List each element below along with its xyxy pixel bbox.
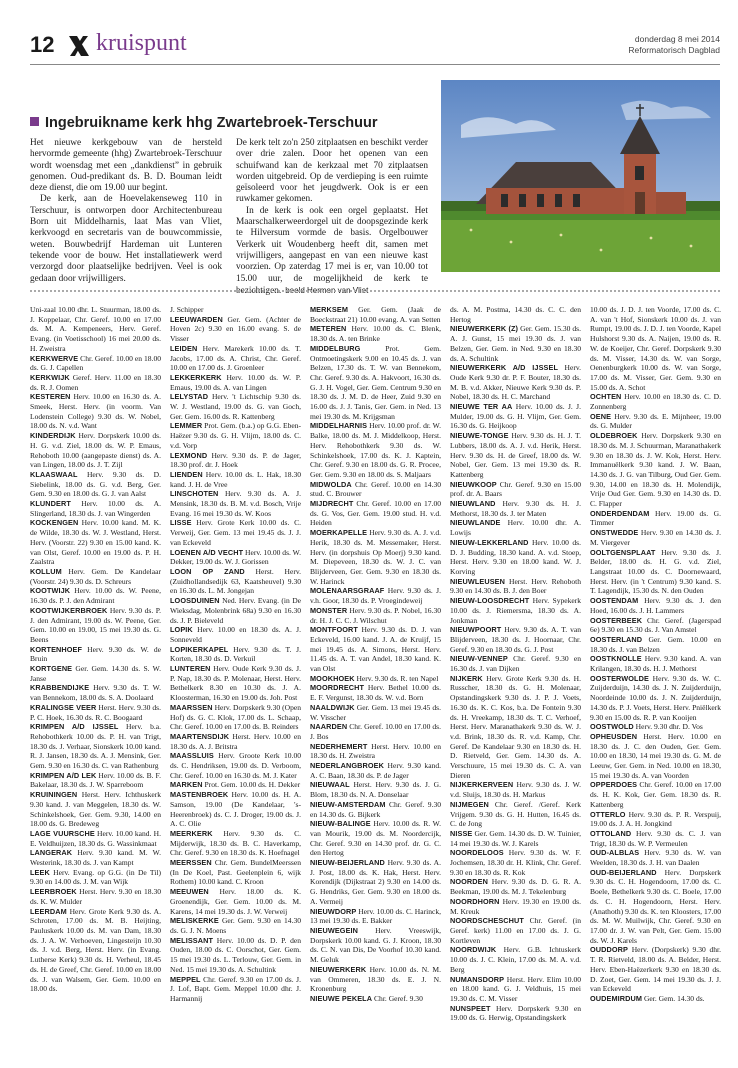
service-entry: ONSTWEDDE Herv. 9.30 en 14.30 ds. J. M. Viergever	[590, 528, 721, 547]
service-entry: KESTEREN Herv. 10.00 en 16.30 ds. A. Smeek, Herst. Herv. (in voorm. Van Lodenstein College) 9.30 ds. W. Nobel, 18.00 ds. N. v.d. Want	[30, 392, 161, 431]
place-name: NEDERHEMERT	[310, 741, 368, 751]
publication-name: Reformatorisch Dagblad	[628, 45, 720, 55]
service-entry: NUMANSDORP Herst. Herv. Elim 10.00 en 18.00 kand. G. J. Veldhuis, 15 mei 19.30 ds. C. M. Visser	[450, 974, 581, 1003]
service-entry: NIEUWE PEKELA Chr. Geref. 9.30	[310, 993, 423, 1003]
place-name: NIEUWDORP	[310, 906, 357, 916]
service-entry: KOLLUM Herv. Gem. De Kandelaar (Voorstr. 24) 9.30 ds. D. Schreurs	[30, 566, 161, 586]
place-name: KRIMPEN A/D IJSSEL	[30, 722, 119, 732]
service-entry: LELYSTAD Herv. 't Lichtschip 9.30 ds. W. J. Westland, 19.00 ds. G. van Goch, Ger. Gem. 16.00 ds. R. Kattenberg	[170, 392, 301, 421]
service-entry: Uni-zaal 10.00 dhr. L. Stuurman, 18.00 ds. J. Koppelaar, Chr. Geref. 10.00 en 17.00 ds. M. A. Kempeneers, Herv. Geref. Evang. (in Voetisschool) 16 mei 20.00 ds. H. Zweistra	[30, 305, 161, 353]
listings-column-1	[30, 305, 161, 1061]
service-entry: ONDERDENDAM Herv. 19.00 ds. G. Timmer	[590, 508, 721, 528]
service-entry: LEMMER Prot. Gem. (b.a.) op G.G. Eben-Haëzer 9.30 ds. G. H. Vlijm, 18.00 ds. C. v.d. Vorp	[170, 421, 301, 450]
listings-column-2	[170, 305, 301, 1061]
service-entry: KRIMPEN A/D LEK Herv. 10.00 ds. B. F. Bakelaar, 18.30 ds. J. W. Sparreboom	[30, 770, 161, 790]
place-name: NIEUW-BALINGE	[310, 819, 371, 829]
place-name: OUDEMIRDUM	[590, 993, 643, 1003]
page-header	[30, 30, 720, 62]
headline-square-icon	[30, 117, 39, 126]
service-entry: MARKEN Prot. Gem. 10.00 ds. H. Dekker	[170, 780, 301, 790]
place-name: MEERSSEN	[170, 858, 212, 868]
page-number: 12	[30, 32, 55, 57]
service-entry: KERKWERVE Chr. Geref. 10.00 en 18.00 ds. G. J. Capellen	[30, 353, 161, 373]
service-entry: LOPIKERKAPEL Herv. 9.30 ds. T. J. Korten, 18.30 ds. D. Verkuil	[170, 644, 301, 664]
service-entry: NOORDSCHESCHUT Chr. Geref. (in Geref. kerk) 11.00 en 17.00 ds. J. G. Kortleven	[450, 916, 581, 945]
place-name: NIEUWLEUSEN	[450, 576, 506, 586]
church-photo	[441, 80, 720, 272]
place-name: OOSTKNOLLE	[590, 654, 642, 664]
service-entry: KOOTWIJKERBROEK Herv. 9.30 ds. P. J. den Admirant, 19.00 ds. W. Peene, Ger. Gem. 10.00 en 19.00, 15 mei 19.30 ds. G. Beens	[30, 605, 161, 644]
listings-column-3	[310, 305, 441, 1061]
article-paragraph: De kerk telt zo'n 250 zitplaatsen en beschikt verder over drie zalen. Door het openen van een schuifwand kan de kerkzaal met 70 zitplaatsen worden uitgebreid. Op de verdieping is een ruimte geïsoleerd voor het jeugdwerk. Ook is er een ruwkamer gekomen.	[236, 138, 428, 205]
place-name: MAARTENSDIJK	[170, 731, 230, 741]
place-name: NIEUWERKERK	[310, 964, 367, 974]
place-name: OLDEBROEK	[590, 431, 638, 441]
place-name: MAARSSEN	[170, 702, 213, 712]
service-entry: NIEUW-LOOSDRECHT Herv. Sypekerk 10.00 ds. J. Riemersma, 18.30 ds. A. Jonkman	[450, 596, 581, 625]
issue-date: donderdag 8 mei 2014	[634, 34, 720, 44]
service-entry: NOORDHORN Herv. 19.30 en 19.00 ds. M. Kreuk	[450, 896, 581, 916]
service-entry: LOENEN A/D VECHT Herv. 10.00 ds. W. Dekker, 19.00 ds. W. J. Gorissen	[170, 547, 301, 567]
place-name: MERKSEM	[310, 305, 348, 314]
service-entry: MIJDRECHT Chr. Geref. 10.00 en 17.00 ds. G. Vos, Ger. Gem. 19.00 stud. H. v.d. Heiden	[310, 499, 441, 528]
service-entry: NIJMEGEN Chr. Geref. /Geref. Kerk Vrijgem. 9.30 ds. G. H. Hutten, 16.45 ds. C. de Jong	[450, 799, 581, 829]
place-name: NIJMEGEN	[450, 799, 489, 809]
header-rule	[30, 64, 720, 65]
service-entry: OTTOLAND Herv. 9.30 ds. C. J. van Trigt, 18.30 ds. W. P. Vermeulen	[590, 828, 721, 848]
service-entry: OUD-BEIJERLAND Herv. Dorpskerk 9.30 ds. C. H. Hogendoorn, 17.00 ds. C. Boele, Bethelkerk 9.30 ds. C. Boele, 17.00 ds. C. H. Hogendoorn, Herst. Herv. (Anathoth) 9.30 ds. K. ten Kloosters, 17.00 ds. M. W. Muilwijk, Chr. Geref. 9.30 en 17.00 dr. J. W. van Pelt, Ger. Gem. 15.00 ds. W. J. Karels	[590, 867, 721, 945]
service-entry: MEPPEL Chr. Geref. 9.30 en 17.00 ds. J. J. Lof, Bapt. Gem. Meppel 10.00 dhr. J. Harmannij	[170, 974, 301, 1003]
place-name: MONSTER	[310, 605, 348, 615]
service-entry: KORTGENE Ger. Gem. 14.30 ds. S. W. Janse	[30, 664, 161, 683]
place-name: NOORDWIJK	[450, 945, 497, 955]
place-name: OCHTEN	[590, 392, 622, 402]
place-name: NIEUWEGEIN	[310, 926, 359, 935]
service-entry: MEERSSEN Chr. Gem. BundelMeerssen (In De Koel, Past. Geelenplein 6, wijk Rothem) 10.00 kand. C. Kroon	[170, 858, 301, 887]
place-name: NIEUW-LOOSDRECHT	[450, 596, 530, 606]
service-entry: NAALDWIJK Ger. Gem. 13 mei 19.45 ds. W. Visscher	[310, 702, 441, 722]
service-entry: MEEUWEN Herv. 18.00 ds. K. Groenendijk, Ger. Gem. 10.00 ds. M. Karens, 14 mei 19.30 ds. J. W. Verweij	[170, 887, 301, 916]
place-name: MELISKERKE	[170, 916, 219, 926]
service-entry: LOOSDUINEN Ned. Herv. Evang. (in De Wieksdag, Molenbrink 68a) 9.30 en 16.30 ds. J. P. Bieleveld	[170, 596, 301, 625]
place-name: NIEUWE TER AA	[450, 402, 513, 412]
place-name: NIEUW-AMSTERDAM	[310, 799, 386, 809]
service-entry: NISSE Ger. Gem. 14.30 ds. D. W. Tuinier, 14 mei 19.30 ds. W. J. Karels	[450, 828, 581, 848]
place-name: LUNTEREN	[170, 664, 211, 674]
place-name: NIEUWE-TONGE	[450, 431, 509, 441]
place-name: OUD-BEIJERLAND	[590, 867, 657, 877]
place-name: NIEUWE PEKELA	[310, 993, 373, 1003]
place-name: KLAASWAAL	[30, 469, 78, 479]
service-entry: NIEUW-VENNEP Chr. Geref. 9.30 en 16.30 ds. J. van Dijken	[450, 654, 581, 674]
place-name: NUNSPEET	[450, 1003, 491, 1013]
article-paragraph: In de kerk is ook een orgel geplaatst. Het Maarschalkerweerdorgel uit de doopsgezinde kerk te Hilversum vormde de basis. Orgelbouwer Verkerk uit Woudenberg heeft dit, samen met vrijwilligers, aangepast en van een nieuwe kast voorzien. Op zaterdag 17 mei is er, van 10.00 tot 15.00 uur, de mogelijkheid de kerk te bezichtigen. beeld Hermen van Vliet	[236, 205, 428, 296]
place-name: MOOKHOEK	[310, 673, 355, 683]
place-name: OUDDORP	[590, 945, 628, 955]
place-name: NEDERLANGBROEK	[310, 761, 384, 771]
place-name: MONTFOORT	[310, 625, 358, 635]
place-name: OTTOLAND	[590, 828, 632, 838]
place-name: ONDERDENDAM	[590, 508, 650, 518]
service-entry: NIEUW-BEIJERLAND Herv. 9.30 ds. A. J. Post, 18.00 ds. K. Hak, Herst. Herv. Korendijk (Dijkstraat 2) 9.30 en 14.00 ds. G. Hendriks, Ger. Gem. 9.30 en 18.00 ds. A. Vermeij	[310, 858, 441, 906]
place-name: MELISSANT	[170, 935, 214, 945]
place-name: OPPERDOES	[590, 780, 638, 790]
place-name: OENE	[590, 411, 612, 421]
service-entry: MAARSSEN Herv. Dorpskerk 9.30 (Open Hof) ds. G. C. Klok, 17.00 ds. L. Schaap, Chr. Geref. 10.00 en 17.00 ds. B. Reinders	[170, 702, 301, 732]
place-name: NIEUW-BEIJERLAND	[310, 858, 385, 868]
service-entry: OLDEBROEK Herv. Dorpskerk 9.30 en 18.30 ds. M. J. Schuurman, Maranathakerk 9.30 en 18.30 ds. J. W. Kok, Herst. Herv. Immanuëlkerk 9.30 kand. J. W. Baan, 14.30 ds. J. G. van Tilburg, Oud Ger. Gem. 9.30, 14.00 en 18.30 ds. H. Molendijk, Vrije Oud Ger. Gem. 9.30 en 14.30 ds. D. C. Flapper	[590, 431, 721, 509]
kruispunt-logo-icon	[66, 34, 92, 58]
place-name: NIEUWLAND	[450, 499, 496, 509]
place-name: LISSE	[170, 518, 192, 528]
place-name: OOSTERWOLDE	[590, 673, 649, 683]
place-name: OOSTERBEEK	[590, 615, 643, 625]
place-name: MOORDRECHT	[310, 683, 365, 693]
place-name: MIDWOLDA	[310, 479, 352, 489]
place-name: KINDERDIJK	[30, 431, 76, 441]
article-paragraph: Het nieuwe kerkgebouw van de hersteld hervormde gemeente (hhg) Zwartebroek-Terschuur wordt woensdag met een „dankdienst” in gebruik genomen. Oud-predikant ds. B. D. Bouman leidt deze dienst, die om 19.00 uur begint.	[30, 138, 222, 194]
service-entry: MONSTER Herv. 9.30 ds. P. Nobel, 16.30 dr. H. J. C. C. J. Wilschut	[310, 605, 441, 625]
place-name: LEXMOND	[170, 450, 208, 460]
place-name: KORTGENE	[30, 664, 73, 674]
service-entry: KOCKENGEN Herv. 10.00 kand. M. K. de Wilde, 18.30 ds. W. J. Westland, Herst. Herv. (Voorstr. 22) 9.30 en 15.00 kand. K. van Olst, Geref. 10.00 en 19.00 ds. P. H. Zaalstra	[30, 518, 161, 567]
service-entry: OCHTEN Herv. 10.00 en 18.30 ds. C. D. Zonnenberg	[590, 392, 721, 412]
listings-column-4	[450, 305, 581, 1061]
service-entry: MIDWOLDA Chr. Geref. 10.00 en 14.30 stud. C. Brouwer	[310, 479, 441, 499]
place-name: NOORDEN	[450, 877, 488, 887]
place-name: OOSTWOLD	[590, 722, 634, 732]
place-name: KESTEREN	[30, 392, 71, 402]
service-entry: LEXMOND Herv. 9.30 ds. P. de Jager, 18.30 prof. dr. J. Hoek	[170, 450, 301, 470]
service-entry: KRALINGSE VEER Herst. Herv. 9.30 ds. P. C. Hoek, 16.30 ds. R. C. Boogaard	[30, 702, 161, 722]
place-name: NIEUWPOORT	[450, 625, 502, 635]
service-entry: LEERBROEK Herst. Herv. 9.30 en 18.30 ds. K. W. Mulder	[30, 887, 161, 906]
service-entry: MIDDELHARNIS Herv. 10.00 prof. dr. W. Balke, 18.00 ds. M. J. Middelkoop, Herst. Herv. Rehobothkerk 9.30 ds. W. Schinkelshoek, 17.00 ds. K. J. Kaptein, Chr. Geref. 9.30 en 18.00 ds. G. R. Procee, Ger. Gem. 9.30 en 18.00 ds. S. Maljaars	[310, 421, 441, 479]
place-name: LOOSDUINEN	[170, 596, 220, 606]
service-entry: NIEUW-BALINGE Herv. 10.00 ds. R. W. van Mourik, 19.00 ds. M. Noordercijk, Chr. Geref. 9.30 en 14.30 prof. dr. G. C. den Hertog	[310, 819, 441, 858]
place-name: METEREN	[310, 324, 347, 334]
service-entry: NOORDELOOS Herv. 9.30 ds. W. F. Jochemsen, 18.30 dr. H. Klink, Chr. Geref. 9.30 en 18.30 ds. R. Kok	[450, 848, 581, 877]
service-entry: MAASSLUIS Herv. Groote Kerk 10.00 ds. C. Hendriksen, 19.00 ds. D. Verboom, Chr. Geref. 10.00 en 16.30 ds. M. J. Kater	[170, 751, 301, 780]
place-name: MOLENAARSGRAAF	[310, 586, 385, 596]
service-entry: 10.00 ds. J. D. J. ten Voorde, 17.00 ds. C. A. van 't Hof, Sionskerk 10.00 ds. J. van Rumpt, 19.00 ds. J. D. J. ten Voorde, Kapel Hulshorst 9.30 ds. A. Naijen, 19.00 ds. R. W. de Koeijer, Chr. Geref. Dorpskerk 9.30 ds. M. Visser, 14.30 ds. W. van Sorge, Oenenburgkerk 10.00 ds. W. van Sorge, 17.00 ds. M. Visser, Ger. Gem. 9.30 en 15.00 ds. A. Schot	[590, 305, 721, 392]
service-entry: NIEUWE TER AA Herv. 10.00 ds. J. J. Mulder, 19.00 ds. G. H. Vlijm, Ger. Gem. 16.30 ds. G. Heijkoop	[450, 402, 581, 431]
service-entry: MEERKERK Herv. 9.30 ds. C. Mijderwijk, 18.30 ds. B. C. Haverkamp, Chr. Geref. 9.30 en 18.30 ds. K. Hoefnagel	[170, 828, 301, 858]
section-title: kruispunt	[96, 30, 187, 56]
place-name: KORTENHOEF	[30, 644, 83, 654]
section-divider	[30, 290, 720, 292]
place-name: OPHEUSDEN	[590, 731, 638, 741]
place-name: OUD-ALBLAS	[590, 848, 640, 858]
place-name: NOORDSCHESCHUT	[450, 916, 524, 926]
place-name: KRABBENDIJKE	[30, 683, 90, 693]
service-entry: NIEUW-AMSTERDAM Chr. Geref. 9.30 en 14.30 ds. G. Bijkerk	[310, 799, 441, 819]
place-name: NAALDWIJK	[310, 702, 355, 712]
service-entry: OTTERLO Herv. 9.30 ds. P. R. Verspuij, 19.00 ds. J. A. H. Jongkind	[590, 809, 721, 829]
place-name: KRALINGSE VEER	[30, 702, 97, 712]
service-entry: MERKSEM Ger. Gem. (Jaak de Boeckstraat 21) 10.00 evang. A. van Setten	[310, 305, 441, 324]
listings-column-5	[590, 305, 721, 1061]
place-name: OOSTENDAM	[590, 596, 639, 606]
service-entry: NEDERHEMERT Herst. Herv. 10.00 en 18.30 ds. H. Zweistra	[310, 741, 441, 761]
service-entry: LUNTEREN Herv. Oude Kerk 9.30 ds. J. P. Nap, 18.30 ds. P. Molenaar, Herst. Herv. Bethelkerk 8.30 en 10.30 ds. J. A. Kloosterman, 16.30 en 19.00 ds. Joh. Post	[170, 664, 301, 703]
place-name: LEKKERKERK	[170, 372, 222, 382]
service-entry: NIEUWERKERK (Z) Ger. Gem. 15.30 ds. A. J. Gunst, 15 mei 19.30 ds. J. van Belzen, Ger. Gem. in Ned. 9.30 en 18.30 ds. A. Schultink	[450, 324, 581, 363]
service-entry: LISSE Herv. Grote Kerk 10.00 ds. C. Verweij, Ger. Gem. 13 mei 19.45 ds. J. J. van Eckeveld	[170, 518, 301, 547]
service-entry: OPHEUSDEN Herst. Herv. 10.00 en 18.30 ds. J. C. den Ouden, Ger. Gem. 10.00 en 18.30, 14 mei 19.30 ds. G. M. de Leeuw, Ger. Gem. in Ned. 10.00 en 18.30, 15 mei 19.30 ds. A. van Voorden	[590, 731, 721, 780]
place-name: ONSTWEDDE	[590, 528, 639, 538]
service-entry: NIEUW-LEKKERLAND Herv. 10.00 ds. D. J. Budding, 18.30 kand. A. v.d. Stoep, Herst. Herv. 9.30 en 18.00 kand. W. J. Korving	[450, 537, 581, 576]
place-name: KERKWERVE	[30, 353, 79, 363]
place-name: KRIMPEN A/D LEK	[30, 770, 97, 780]
service-entry: ds. A. M. Postma, 14.30 ds. C. C. den Hertog	[450, 305, 581, 324]
service-entry: NOORDEN Herv. 9.30 ds. D. G. R. A. Beekman, 19.00 ds. M. J. Tekelenburg	[450, 877, 581, 897]
service-entry: KERKWIJK Geref. Herv. 11.00 en 18.30 ds. R. J. Oomen	[30, 372, 161, 392]
place-name: NIEUWKOOP	[450, 479, 497, 489]
service-entry: OOSTERBEEK Chr. Geref. (Jagerspad 6e) 9.30 en 15.30 ds. J. Van Amstel	[590, 615, 721, 635]
place-name: MEERKERK	[170, 828, 213, 838]
service-entry: MOOKHOEK Herv. 9.30 ds. R. ten Napel	[310, 673, 439, 683]
service-entry: NIEUWKOOP Chr. Geref. 9.30 en 15.00 prof. dr. A. Baars	[450, 479, 581, 499]
service-entry: LAGE VUURSCHE Herv. 10.00 kand. H. E. Veldhuijzen, 18.30 ds. G. Wassinkmaat	[30, 828, 161, 848]
service-entry: NOORDWIJK Herv. G.B. Ichtuskerk 10.00 ds. J. C. Klein, 17.00 ds. M. A. v.d. Berg	[450, 945, 581, 974]
place-name: NOORDHORN	[450, 896, 500, 906]
service-entry: NIEUWAAL Herst. Herv. 9.30 ds. J. G. Blom, 18.30 ds. N. A. Donselaar	[310, 780, 441, 800]
service-entry: LOPIK Herv. 10.00 en 18.30 ds. A. J. Sonneveld	[170, 625, 301, 644]
place-name: OTTERLO	[590, 809, 626, 819]
service-entry: LINSCHOTEN Herv. 9.30 ds. A. J. Mensink, 18.30 ds. B. M. v.d. Bosch, Vrije Evang. 16 mei 19.30 ds. W. Koos	[170, 489, 301, 518]
service-entry: LEEK Herv. Evang. op G.G. (in De Til) 9.30 en 14.00 ds. J. M. van Wijk	[30, 867, 161, 887]
place-name: NIEUWLANDE	[450, 518, 501, 528]
service-entry: MASTENBROEK Herv. 10.00 ds. H. A. Samson, 19.00 (De Kandelaar, 's-Heerenbroek) ds. C. J. Droger, 19.00 ds. J. A. C. Olie	[170, 790, 301, 829]
place-name: MAASSLUIS	[170, 751, 214, 761]
service-entry: KINDERDIJK Herv. Dorpskerk 10.00 ds. H. G. v.d. Ziel, 18.00 ds. W. P. Emaus, Rehoboth 10.00 (aangepaste dienst) ds. A. van Lingen, 18.00 ds. J. T. Zijl	[30, 431, 161, 470]
place-name: MIJDRECHT	[310, 499, 354, 509]
service-entry: NAARDEN Chr. Geref. 10.00 en 17.00 ds. J. Bos	[310, 722, 441, 741]
service-entry: KORTENHOEF Herv. 9.30 ds. W. de Bruin	[30, 644, 161, 664]
place-name: KOLLUM	[30, 566, 62, 576]
photo-credit: beeld Hermen van Vliet	[285, 285, 369, 295]
service-entry: OOSTWOLD Herv. 9.30 dhr. D. Vos	[590, 722, 703, 732]
place-name: MASTENBROEK	[170, 790, 229, 800]
service-entry: LOON OP ZAND Herst. Herv. (Zuidhollandsedijk 63, Kaatsheuvel) 9.30 en 16.30 ds. L. M. Jongejan	[170, 566, 301, 596]
service-entry: MOLENAARSGRAAF Herv. 9.30 ds. J. v.h. Goor, 18.30 ds. P. Vroegindeweij	[310, 586, 441, 606]
headline-text: Ingebruikname kerk hhg Zwartebroek-Terschuur	[45, 115, 378, 131]
service-entry: MELISSANT Herv. 10.00 ds. D. P. den Ouden, 18.00 ds. C. Oorschot, Ger. Gem. 15 mei 19.30 ds. L. Terlouw, Ger. Gem. in Ned. 15 mei 19.30 ds. A. Schultink	[170, 935, 301, 974]
place-name: LOON OP ZAND	[170, 566, 245, 576]
service-entry: NIEUWLAND Herv. 9.30 ds. H. J. Methorst, 18.30 ds. J. ter Maten	[450, 499, 581, 518]
place-name: MEPPEL	[170, 974, 201, 984]
service-entry: MELISKERKE Ger. Gem. 9.30 en 14.30 ds. G. J. N. Moens	[170, 916, 301, 935]
service-entry: NIEUWDORP Herv. 10.00 ds. C. Harinck, 13 mei 19.30 ds. E. Bakker	[310, 906, 441, 926]
place-name: MIDDELHARNIS	[310, 421, 368, 431]
place-name: NIEUWAAL	[310, 780, 350, 790]
place-name: NIEUW-VENNEP	[450, 654, 508, 664]
place-name: LEEK	[30, 867, 50, 877]
service-entry: NEDERLANGBROEK Herv. 9.30 kand. A. C. Baan, 18.30 ds. P. de Jager	[310, 761, 441, 780]
service-entry: KRIMPEN A/D IJSSEL Herv. b.a. Rehobothkerk 10.00 ds. P. H. van Trigt, 18.30 ds. J. Verhaar, Sionskerk 10.00 kand. R. J. Jansen, 18.30 ds. A. J. Mensink, Ger. Gem. 9.30 en 16.30 ds. C. van Rathenburg	[30, 722, 161, 771]
place-name: NIEUW-LEKKERLAND	[450, 537, 529, 547]
place-name: LEMMER	[170, 421, 203, 431]
place-name: LELYSTAD	[170, 392, 209, 402]
service-entry: OOSTENDAM Herv. 9.30 ds. J. den Hoed, 16.00 ds. J. H. Lammers	[590, 596, 721, 615]
place-name: LANGERAK	[30, 848, 73, 858]
place-name: KERKWIJK	[30, 372, 70, 382]
place-name: NIJKERK	[450, 673, 483, 683]
service-entry: OOLTGENSPLAAT Herv. 9.30 ds. J. Belder, 18.00 ds. H. G. v.d. Ziel, Langstraat 10.00 ds. C. Doornewaard, Herst. Herv. (in 't Centrum) 9.30 kand. S. T. Lagendijk, 15.30 ds. N. den Ouden	[590, 547, 721, 596]
place-name: NIEUWERKERK (Z)	[450, 324, 519, 334]
service-entry: OOSTKNOLLE Herv. 9.30 kand. A. van Krilangen, 18.30 ds. H. J. Methorst	[590, 654, 721, 674]
place-name: LEIDEN	[170, 343, 198, 353]
service-entry: LEEUWARDEN Ger. Gem. (Achter de Hoven 2c) 9.30 en 16.00 evang. S. de Visser	[170, 314, 301, 344]
service-entry: NIEUWERKERK Herv. 10.00 ds. N. M. van Ommeren, 18.30 ds. E. J. N. Kronenburg	[310, 964, 441, 994]
article-column-1	[30, 138, 222, 285]
place-name: KOCKENGEN	[30, 518, 79, 528]
service-entry: NIJKERK Herv. Grote Kerk 9.30 ds. H. Russcher, 18.30 ds. G. H. Molenaar, Opstandingskerk 9.30 ds. J. P. J. Voets, 16.30 ds. K. C. Kos, b.a. De Fontein 9.30 ds. H. Vreekamp, 18.30 ds. T. C. Verhoef, Herst. Herv. Maranathakerk 9.30 ds. W. J. v.d. Brink, 18.30 ds. R. v.d. Kamp, Chr. Geref. De Kandelaar 9.30 en 18.30 ds. H. D. Rietveld, Ger. Gem. 14.30 ds. A. Verschuure, 15 mei 19.30 ds. C. A. van Dieren	[450, 673, 581, 780]
article-column-2	[236, 138, 428, 297]
place-name: NIJKERKERVEEN	[450, 780, 514, 790]
place-name: MEEUWEN	[170, 887, 209, 897]
place-name: LEEUWARDEN	[170, 314, 223, 324]
place-name: LINSCHOTEN	[170, 489, 219, 499]
place-name: KOOTWIJKERBROEK	[30, 605, 108, 615]
service-entry: MOORDRECHT Herv. Bethel 10.00 ds. E. F. Vergunst, 18.30 ds. W. v.d. Born	[310, 683, 441, 703]
service-entry: MOERKAPELLE Herv. 9.30 ds. A. J. v.d. Herik, 18.30 ds. M. Messemaker, Herst. Herv. (in dorpshuis Op Moerj) 9.30 kand. M. Diepeveen, 18.30 ds. W. J. C. van Blijderveen, Ger. Gem. 9.30 en 18.30 ds. W. Harinck	[310, 528, 441, 586]
place-name: OOSTERLAND	[590, 634, 643, 644]
place-name: NIEUWERKERK A/D IJSSEL	[450, 363, 559, 373]
service-entry: NIEUWLEUSEN Herst. Herv. Rehoboth 9.30 en 14.30 ds. B. J. den Boer	[450, 576, 581, 596]
place-name: KRUININGEN	[30, 790, 78, 800]
place-name: LAGE VUURSCHE	[30, 828, 95, 838]
service-entry: KOOTWIJK Herv. 10.00 ds. W. Peene, 16.30 ds. P. J. den Admirant	[30, 586, 161, 606]
place-name: NOORDELOOS	[450, 848, 504, 858]
article-paragraph: De kerk, aan de Hoevelakenseweg 110 in Terschuur, is ontworpen door Architectenbureau Born uit Middelharnis, laat Mas van Vliet, kerkvoogd en secretaris van de bouwcommissie, weten. Bouwbedrijf Hardeman uit Lunteren tekende voor de bouw. Het installatiewerk werd verzorgd door plaatselijke bedrijven. Veel is ook gedaan door vrijwilligers.	[30, 194, 222, 284]
service-entry: MAARTENSDIJK Herst. Herv. 10.00 en 18.30 ds. A. J. Britstra	[170, 731, 301, 751]
service-entry: OOSTERLAND Ger. Gem. 10.00 en 18.30 ds. J. van Belzen	[590, 634, 721, 654]
place-name: OOLTGENSPLAAT	[590, 547, 656, 557]
service-entry: OPPERDOES Chr. Geref. 10.00 en 17.00 ds. H. K. Kok, Ger. Gem. 18.30 ds. R. Kattenberg	[590, 780, 721, 809]
service-entry: KLAASWAAL Herv. 9.30 ds. D. Siebelink, 18.00 ds. G. v.d. Berg, Ger. Gem. 9.30 en 18.00 ds. G. J. van Aalst	[30, 469, 161, 499]
service-entry: NIEUWERKERK A/D IJSSEL Herv. Oude Kerk 9.30 dr. P. F. Bouter, 18.30 ds. M. B. v.d. Akker, Nieuwe Kerk 9.30 ds. P. Nobel, 18.30 ds. H. C. Marchand	[450, 363, 581, 402]
header-date-block	[628, 34, 720, 56]
service-entry: KRUININGEN Herst. Herv. Ichthuskerk 9.30 kand. J. van Meggelen, 18.30 ds. W. Schinkelshoek, Ger. Gem. 9.30, 14.00 en 18.00 ds. G. Bredeweg	[30, 790, 161, 829]
service-entry: NIJKERKERVEEN Herv. 9.30 ds. J. W. v.d. Sluijs, 18.30 ds. H. Markus	[450, 780, 581, 800]
service-entry: NIEUWLANDE Herv. 10.00 dhr. A. Lowijs	[450, 518, 581, 538]
place-name: NISSE	[450, 828, 473, 838]
service-entry: LEIDEN Herv. Marekerk 10.00 ds. T. Jacobs, 17.00 ds. A. Christ, Chr. Geref. 10.00 en 17.00 ds. J. Groenleer	[170, 343, 301, 373]
service-entry: MIDDELBURG Prot. Gem. Ontmoetingskerk 9.00 en 10.45 ds. J. van Belzen, 17.30 ds. T. W. van Bennekom, Chr. Geref. 9.30 ds. A. Hakvoort, 16.30 ds. G. J. H. Vogel, Ger. Gem. Centrum 9.30 en 18.30 ds. J. M. D. de Heer, Zuid 9.30 en 16.00 ds. J. J. Tanis, Ger. Gem. in Ned. 13 mei 19.30 ds. M. Krijgsman	[310, 343, 441, 421]
service-entry: OUDDORP Herv. (Dorpskerk) 9.30 dhr. T. R. Rietveld, 18.00 ds. A. Belder, Herst. Herv. Eben-Haëzerkerk 9.30 en 18.30 ds. D. Zoet, Ger. Gem. 14 mei 19.30 ds. J. J. van Eckeveld	[590, 945, 721, 994]
place-name: LOPIKERKAPEL	[170, 644, 229, 654]
article-headline	[30, 115, 430, 131]
service-entry: OUDEMIRDUM Ger. Gem. 14.30 ds.	[590, 993, 705, 1003]
service-entry: LEKKERKERK Herv. 10.00 ds. W. P. Emaus, 19.00 ds. A. van Lingen	[170, 372, 301, 392]
service-entry: OUD-ALBLAS Herv. 9.30 ds. W. van Weelden, 18.30 ds. J. H. van Daalen	[590, 848, 721, 868]
service-entry: OOSTERWOLDE Herv. 9.30 ds. W. C. Zuijderduijn, 14.30 ds. J. N. Zuijderduijn, Noordeinde 10.00 ds. J. N. Zuijderduijn, 14.30 ds. P. J. Voets, Herst. Herv. Pniëlkerk 9.30 en 15.00 ds. R. P. van Kooijen	[590, 673, 721, 722]
service-entry: J. Schipper	[170, 305, 204, 314]
service-entry: OENE Herv. 9.30 ds. E. Mijnheer, 19.00 ds. G. Mulder	[590, 411, 721, 431]
place-name: MIDDELBURG	[310, 343, 361, 353]
place-name: KLUNDERT	[30, 499, 71, 509]
place-name: LEERBROEK	[30, 887, 77, 897]
service-entry: NIEUWEGEIN Herv. Vreeswijk, Dorpskerk 10.00 kand. G. J. Kroon, 18.30 ds. C. N. van Dis, De Voorhof 10.30 kand. M. Geluk	[310, 926, 441, 965]
service-entry: LANGERAK Herv. 9.30 kand. M. W. Westerink, 18.30 ds. J. van Kampt	[30, 848, 161, 868]
place-name: NUMANSDORP	[450, 974, 505, 984]
place-name: KOOTWIJK	[30, 586, 71, 596]
place-name: MOERKAPELLE	[310, 528, 368, 538]
service-entry: LEERDAM Herv. Grote Kerk 9.30 ds. A. Schroten, 17.00 ds. M. B. Heijting, Pauluskerk 10.00 ds. M. van Dam, 18.30 ds. J. A. W. Verhoeven, Lingesteijn 10.30 ds. J. v.d. Berg, Herst. Herv. (in Evang. Lutherse Kerk) 9.30 ds. H. Verheul, 18.45 ds. H. de Greef, Chr. Geref. 10.00 en 18.00 ds. J. van Walsem, Ger. Gem. 10.00 en 18.00 ds.	[30, 906, 161, 994]
service-entry: NIEUWPOORT Herv. 9.30 ds. A. T. van Blijderveen, 18.30 ds. J. Hoornaar, Chr. Geref. 9.30 en 18.30 ds. G. J. Post	[450, 625, 581, 654]
service-entry: METEREN Herv. 10.00 ds. C. Blenk, 18.30 ds. A. ten Brinke	[310, 324, 441, 344]
place-name: LOPIK	[170, 625, 193, 635]
service-entry: KLUNDERT Herv. 10.00 ds. A. Slingerland, 18.30 ds. J. van Wingerden	[30, 499, 161, 518]
service-entry: NUNSPEET Herv. Dorpskerk 9.30 en 19.00 ds. G. Herwig, Opstandingskerk	[450, 1003, 581, 1023]
service-entry: NIEUWE-TONGE Herv. 9.30 ds. H. J. T. Lubbers, 18.00 ds. A. J. v.d. Herik, Herst. Herv. 9.30 ds. H. de Greef, 18.00 ds. W. Nobel, Ger. Gem. 13 mei 19.30 ds. R. Kattenberg	[450, 431, 581, 479]
place-name: MARKEN	[170, 780, 203, 790]
service-entry: KRABBENDIJKE Herv. 9.30 ds. T. W. van Bennekom, 18.00 ds. S. A. Doolaard	[30, 683, 161, 703]
service-entry: MONTFOORT Herv. 9.30 ds. D. J. van Eckeveld, 16.00 kand. J. A. de Kruijf, 15 mei 19.45 ds. A. Simons, Herst. Herv. 11.45 ds. A. T. van Andel, 18.30 kand. K. van Olst	[310, 625, 441, 674]
service-entry: LIENDEN Herv. 10.00 ds. L. Hak, 18.30 kand. J. H. de Vree	[170, 469, 301, 489]
place-name: LOENEN A/D VECHT	[170, 547, 244, 557]
place-name: LEERDAM	[30, 906, 67, 916]
place-name: NAARDEN	[310, 722, 348, 732]
place-name: LIENDEN	[170, 469, 203, 479]
